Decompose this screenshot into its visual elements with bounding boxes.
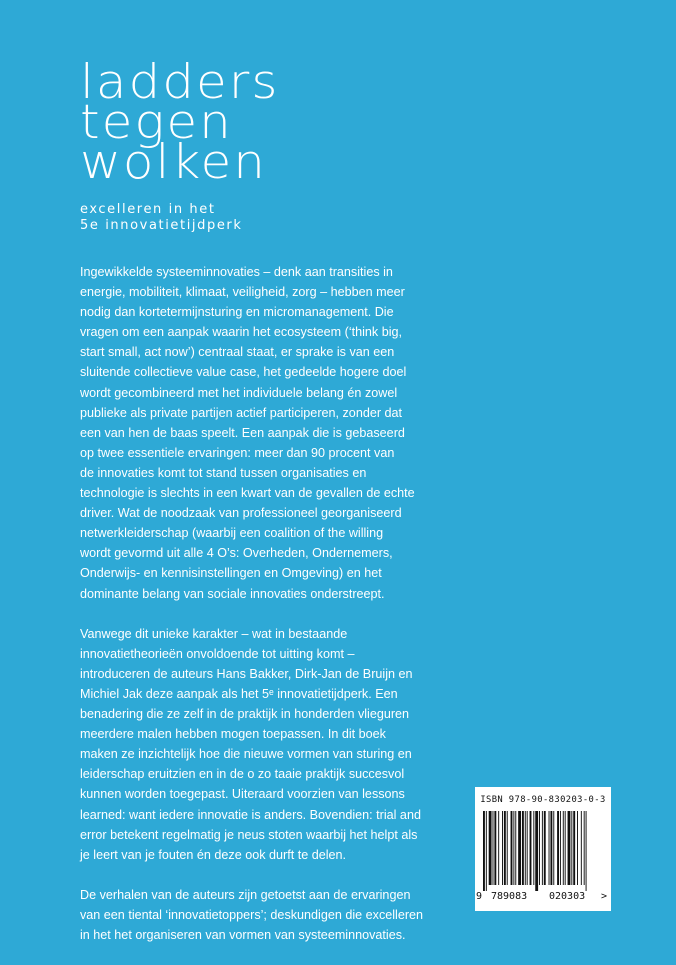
paragraph-line: learned: want iedere innovatie is anders. Bovendien: trial and	[80, 807, 421, 822]
barcode-bar	[530, 811, 532, 885]
barcode-bar	[553, 811, 554, 885]
subtitle-line: 5e innovatietijdperk	[80, 218, 243, 233]
paragraph-line: energie, mobiliteit, klimaat, veiligheid, zorg – hebben meer	[80, 285, 405, 300]
ean-quiet-mark: >	[601, 891, 608, 902]
title-line: wolken	[80, 134, 267, 190]
barcode-bar	[571, 811, 572, 885]
barcode-bar	[518, 811, 521, 885]
paragraph	[80, 885, 424, 945]
paragraph-line: op twee essentiele ervaringen: meer dan 90 procent van	[80, 445, 395, 460]
book-title	[80, 54, 280, 190]
paragraph-line: Michiel Jak deze aanpak als het 5ᵉ innovatietijdperk. Een	[80, 686, 398, 701]
barcode-bar	[577, 811, 578, 885]
paragraph-line: start small, act now’) centraal staat, er sprake is van een	[80, 345, 395, 360]
barcode-bar	[549, 811, 550, 885]
paragraph-line: maken ze inzichtelijk hoe die nieuwe vormen van sturing en	[80, 747, 412, 762]
barcode-bar	[573, 811, 575, 885]
barcode-bar	[493, 811, 494, 885]
paragraph-line: De verhalen van de auteurs zijn getoetst aan de ervaringen	[80, 887, 411, 902]
paragraph-line: publieke als private partijen actief participeren, zonder dat	[80, 405, 403, 420]
barcode-bar	[542, 811, 543, 885]
paragraph-line: de innovaties komt tot stand tussen organisaties en	[80, 465, 367, 480]
barcode-bar	[522, 811, 524, 885]
paragraph-line: wordt gevormd uit alle 4 O’s: Overheden, Ondernemers,	[80, 546, 393, 561]
barcode-bar	[550, 811, 552, 885]
paragraph-line: dominante belang van sociale innovaties onderstreept.	[80, 586, 385, 601]
paragraph-line: in het het organiseren van vormen van systeeminnovaties.	[80, 928, 406, 943]
paragraph-line: leiderschap eruitzien en in de o zo taaie praktijk succesvol	[80, 767, 405, 782]
isbn-barcode	[475, 787, 611, 911]
barcode-bar	[511, 811, 513, 885]
barcode-bar	[539, 811, 540, 885]
paragraph-line: benadering die ze zelf in de praktijk in honderden vlieguren	[80, 707, 410, 722]
ean-digit-lead: 9	[476, 891, 483, 902]
paragraph-line: wordt gecombineerd met het individuele belang én zowel	[80, 385, 398, 400]
barcode-bar	[560, 811, 561, 885]
barcode-bar	[525, 811, 526, 885]
barcode-bar	[586, 811, 587, 891]
paragraph-line: Vanwege dit unieke karakter – wat in bestaande	[80, 626, 348, 641]
paragraph-line: Ingewikkelde systeeminnovaties – denk aan transities in	[80, 265, 393, 279]
paragraph-line: technologie is slechts in een kwart van de gevallen de echte	[80, 486, 415, 501]
paragraph	[80, 262, 416, 604]
barcode-bar	[533, 811, 534, 885]
title-line: tegen	[80, 94, 233, 150]
barcode-bar	[584, 811, 585, 885]
paragraph-line: error betekent regelmatig je neus stoten waarbij het helpt als	[80, 827, 418, 842]
paragraph-line: van een tiental ‘innovatietoppers’; deskundigen die excelleren	[80, 908, 424, 922]
ean-digits-right: 020303	[549, 891, 586, 902]
subtitle-line: excelleren in het	[80, 202, 216, 217]
paragraph-line: meerdere malen hebben mogen toepassen. In dit boek	[80, 727, 386, 742]
barcode-bar	[563, 811, 564, 885]
barcode-bar	[581, 811, 582, 885]
isbn-label: ISBN 978-90-830203-0-3	[480, 795, 606, 805]
paragraph-line: een van hen de baas speelt. Een aanpak die is gebaseerd	[80, 425, 405, 440]
barcode-bar	[544, 811, 546, 885]
paragraph-line: driver. Wat de noodzaak van professioneel georganiseerd	[80, 506, 402, 521]
title-line: ladders	[80, 54, 280, 110]
barcode-bar	[486, 811, 487, 891]
barcode-bar	[483, 811, 485, 891]
barcode-bar	[568, 811, 571, 885]
paragraph-line: netwerkleiderschap (waarbij een coalition of the willing	[80, 526, 384, 541]
barcode-bar	[498, 811, 499, 885]
paragraph-line: sluitende collectieve value case, het gedeelde hogere doel	[80, 365, 407, 380]
blurb-text	[80, 262, 424, 965]
paragraph-line: je leert van je fouten én deze ook durft te delen.	[80, 847, 347, 862]
barcode-bar	[527, 811, 528, 885]
barcode-bar	[557, 811, 559, 885]
barcode-bar	[504, 811, 506, 885]
barcode-bar	[494, 811, 496, 885]
paragraph-line: Onderwijs- en kennisinstellingen en Omgeving) en het	[80, 566, 382, 581]
barcode-bar	[507, 811, 508, 885]
barcode-bars	[483, 811, 603, 891]
paragraph-line: introduceren de auteurs Hans Bakker, Dirk-Jan de Bruijn en	[80, 666, 413, 681]
barcode-bar	[513, 811, 514, 885]
ean-digits-left: 789083	[491, 891, 528, 902]
barcode-bar	[502, 811, 503, 885]
book-subtitle	[80, 202, 243, 234]
barcode-bar	[535, 811, 538, 891]
barcode-bar	[489, 811, 492, 885]
paragraph-line: kunnen worden toegepast. Uiteraard voorzien van lessons	[80, 787, 405, 802]
paragraph-line: innovatietheorieën onvoldoende tot uitting komt –	[80, 646, 355, 661]
barcode-bar	[565, 811, 566, 885]
paragraph-line: nodig dan kortetermijnsturing en micromanagement. Die	[80, 305, 394, 320]
paragraph-line: vragen om een aanpak waarin het ecosysteem (‘think big,	[80, 325, 403, 340]
paragraph	[80, 624, 421, 865]
barcode-bar	[515, 811, 516, 885]
